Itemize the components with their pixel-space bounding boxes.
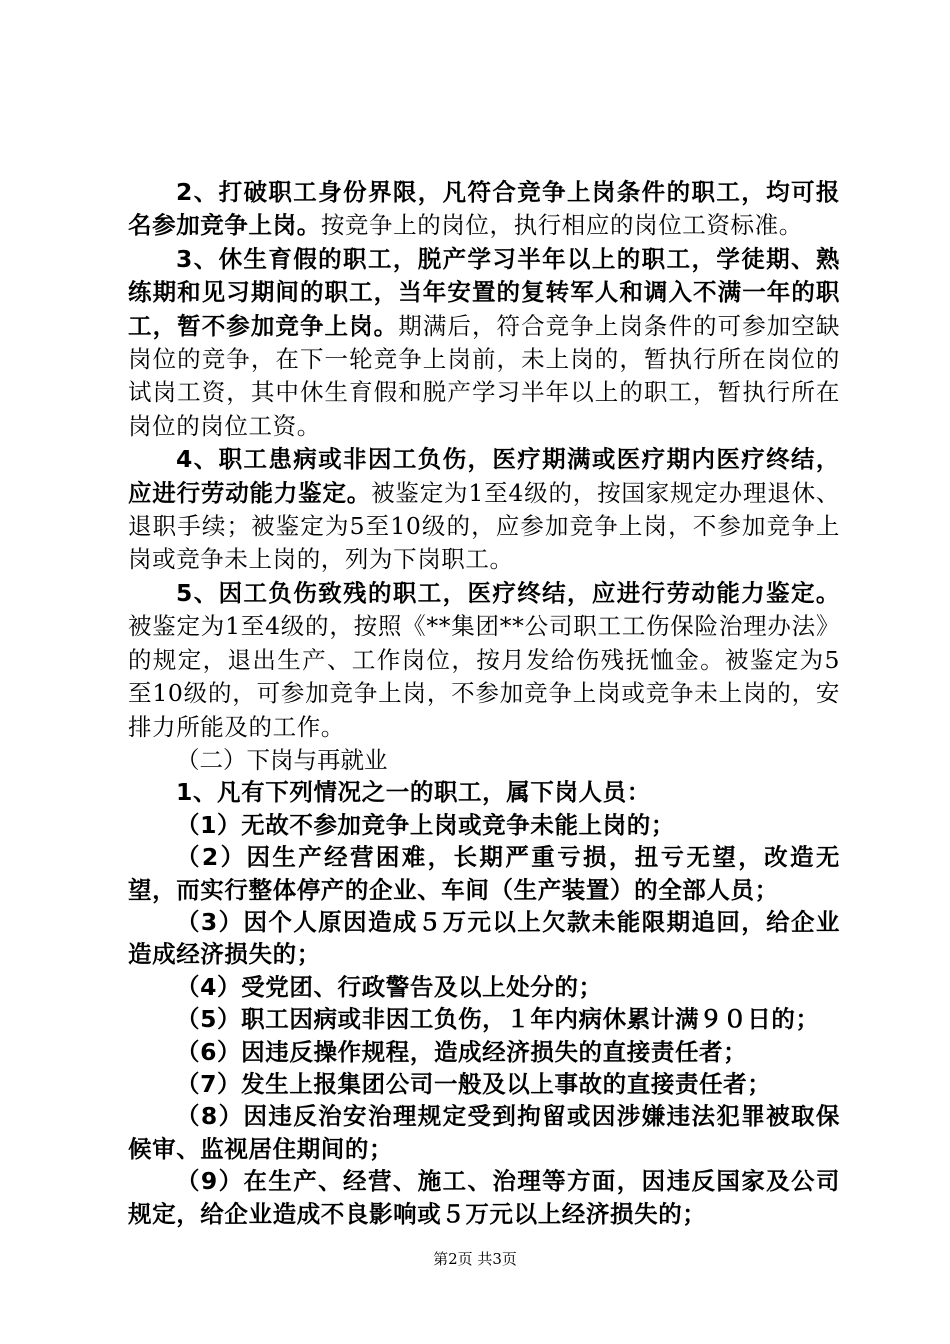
list-item: （9）在生产、经营、施工、治理等方面，因违反国家及公司规定，给企业造成不良影响或５万元以上经济损失的；	[128, 1167, 840, 1228]
list-item: （7）发生上报集团公司一般及以上事故的直接责任者；	[176, 1069, 772, 1098]
paragraph-4	[128, 443, 840, 577]
paragraph-4-lead: 4、职工患病或非因工负伤，医疗期满或医疗期内医疗终结，应进行劳动能力鉴定。	[128, 445, 840, 507]
list-intro: 1、凡有下列情况之一的职工，属下岗人员：	[176, 778, 651, 807]
paragraph-5-body: 被鉴定为1至4级的，按照《**集团**公司职工工伤保险治理办法》的规定，退出生产、工作岗位，按月发给伤残抚恤金。被鉴定为5至10级的，可参加竞争上岗，不参加竞争上岗或竞争未上岗的，安排力所能及的工作。	[128, 612, 840, 741]
paragraph-2-body: 按竞争上的岗位，执行相应的岗位工资标准。	[320, 211, 803, 240]
list-item: （5）职工因病或非因工负伤，１年内病休累计满９０日的；	[176, 1005, 820, 1034]
paragraph-3	[128, 243, 840, 443]
document-body	[128, 176, 840, 1230]
list-item: （4）受党团、行政警告及以上处分的；	[176, 972, 603, 1001]
paragraph-4-body: 被鉴定为1至4级的，按国家规定办理退休、退职手续；被鉴定为5至10级的，应参加竞争上岗，不参加竞争上岗或竞争未上岗的，列为下岗职工。	[128, 478, 841, 574]
paragraph-5-lead: 5、因工负伤致残的职工，医疗终结，应进行劳动能力鉴定。	[176, 578, 840, 607]
section-heading: （二）下岗与再就业	[176, 745, 388, 774]
list-item: （1）无故不参加竞争上岗或竞争未能上岗的；	[176, 810, 675, 839]
paragraph-3-body: 期满后，符合竞争上岗条件的可参加空缺岗位的竞争，在下一轮竞争上岗前，未上岗的，暂执行所在岗位的试岗工资，其中休生育假和脱产学习半年以上的职工，暂执行所在岗位的岗位工资。	[128, 311, 840, 440]
paragraph-5	[128, 577, 840, 744]
list-item: （2）因生产经营困难，长期严重亏损，扭亏无望，改造无望，而实行整体停产的企业、车间（生产装置）的全部人员；	[128, 843, 840, 904]
page-footer: 第2页 共3页	[433, 1250, 517, 1268]
list-item: （6）因违反操作规程，造成经济损失的直接责任者；	[176, 1037, 748, 1066]
list-item: （8）因违反治安治理规定受到拘留或因涉嫌违法犯罪被取保候审、监视居住期间的；	[128, 1102, 840, 1163]
paragraph-3-lead: 3、休生育假的职工，脱产学习半年以上的职工，学徒期、熟练期和见习期间的职工，当年安置的复转军人和调入不满一年的职工，暂不参加竞争上岗。	[128, 244, 840, 340]
paragraph-2-lead: 2、打破职工身份界限，凡符合竞争上岗条件的职工，均可报名参加竞争上岗。	[128, 178, 840, 240]
paragraph-2	[128, 176, 840, 243]
list-item: （3）因个人原因造成５万元以上欠款未能限期追回，给企业造成经济损失的；	[128, 907, 840, 969]
